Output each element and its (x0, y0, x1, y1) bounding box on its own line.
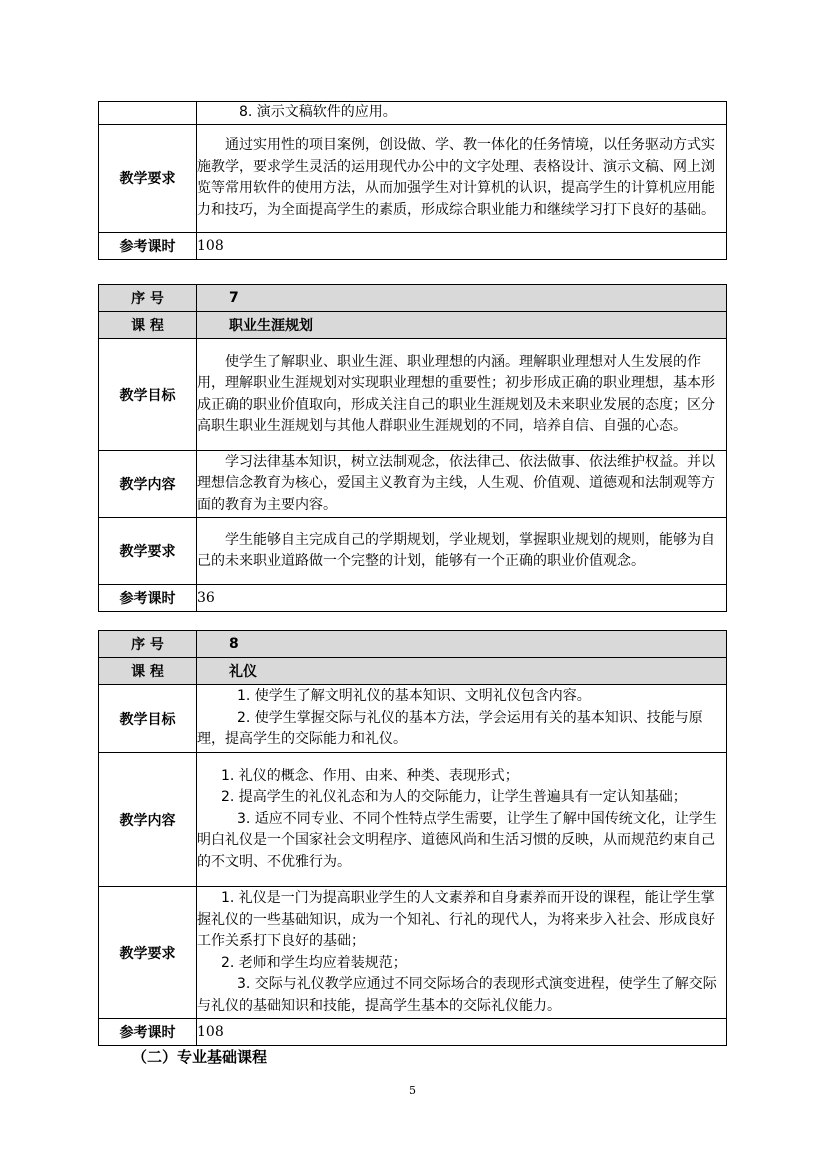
requirement-item-1: 1. 礼仪是一门为提高职业学生的人文素养和自身素养而开设的课程，能让学生掌握礼仪的一些基础知识，成为一个知礼、行礼的现代人，为将来步入社会、形成良好工作关系打下良好的基础； (197, 890, 715, 949)
course-table-6-continued (98, 101, 727, 260)
hours-value: 36 (197, 585, 727, 612)
serial-value: 7 (197, 285, 727, 312)
content-tail: 8. 演示文稿软件的应用。 (197, 102, 727, 125)
requirement-item-3: 3. 交际与礼仪教学应通过不同交际场合的表现形式演变进程，使学生了解交际与礼仪的基础知识和技能，提高学生基本的交际礼仪能力。 (197, 976, 717, 1014)
goals-label: 教学目标 (99, 339, 197, 451)
requirements-label: 教学要求 (99, 887, 197, 1019)
requirements-text: 通过实用性的项目案例，创设做、学、教一体化的任务情境，以任务驱动方式实施教学，要求学生灵活的运用现代办公中的文字处理、表格设计、演示文稿、网上浏览等常用软件的使用方法，从而加强学生对计算机的认识，提高学生的计算机应用能力和技巧，为全面提高学生的素质，形成综合职业能力和继续学习打下良好的基础。 (197, 137, 715, 218)
requirements-text: 学生能够自主完成自己的学期规划，学业规划，掌握职业规划的规则，能够为自己的未来职业道路做一个完整的计划，能够有一个正确的职业价值观念。 (197, 531, 715, 569)
serial-value: 8 (197, 631, 727, 658)
serial-label: 序 号 (99, 631, 197, 658)
course-label: 课 程 (99, 312, 197, 339)
hours-value: 108 (197, 232, 727, 259)
hours-label: 参考课时 (99, 1019, 197, 1046)
hours-value: 108 (197, 1019, 727, 1046)
requirements-label: 教学要求 (99, 518, 197, 585)
content-item-2: 2. 提高学生的礼仪礼态和为人的交际能力，让学生普遍具有一定认知基础； (221, 789, 687, 806)
serial-label: 序 号 (99, 285, 197, 312)
hours-label: 参考课时 (99, 232, 197, 259)
requirements-label: 教学要求 (99, 124, 197, 232)
content-text: 学习法律基本知识，树立法制观念，依法律己、依法做事、依法维护权益。并以理想信念教育为核心，爱国主义教育为主线，人生观、价值观、道德观和法制观等方面的教育为主要内容。 (197, 453, 715, 513)
requirement-item-2: 2. 老师和学生均应着装规范； (221, 954, 407, 971)
course-table-7 (98, 284, 727, 612)
content-label: 教学内容 (99, 753, 197, 887)
hours-label: 参考课时 (99, 585, 197, 612)
goal-item-1: 1. 使学生了解文明礼仪的基本知识、文明礼仪包含内容。 (237, 688, 591, 705)
content-item-1: 1. 礼仪的概念、作用、由来、种类、表现形式； (221, 767, 519, 784)
goals-label: 教学目标 (99, 685, 197, 753)
goals-text: 使学生了解职业、职业生涯、职业理想的内涵。理解职业理想对人生发展的作用，理解职业生涯规划对实现职业理想的重要性；初步形成正确的职业理想，基本形成正确的职业价值取向，形成关注自己的职业生涯规划及未来职业发展的态度；区分高职生职业生涯规划与其他人群职业生涯规划的不同，培养自信、自强的心态。 (197, 353, 715, 434)
course-table-8 (98, 630, 727, 1046)
content-item-3: 3. 适应不同专业、不同个性特点学生需要，让学生了解中国传统文化，让学生明白礼仪是一个国家社会文明程序、道德风尚和生活习惯的反映，从而规范约束自己的不文明、不优雅行为。 (197, 810, 717, 870)
course-name: 职业生涯规划 (197, 312, 727, 339)
page-number: 5 (409, 1084, 416, 1097)
course-label: 课 程 (99, 658, 197, 685)
content-label: 教学内容 (99, 451, 197, 518)
goal-item-2: 2. 使学生掌握交际与礼仪的基本方法，学会运用有关的基本知识、技能与原理，提高学生的交际能力和礼仪。 (197, 709, 703, 748)
section-heading: （二）专业基础课程 (132, 1048, 268, 1066)
course-name: 礼仪 (197, 658, 727, 685)
